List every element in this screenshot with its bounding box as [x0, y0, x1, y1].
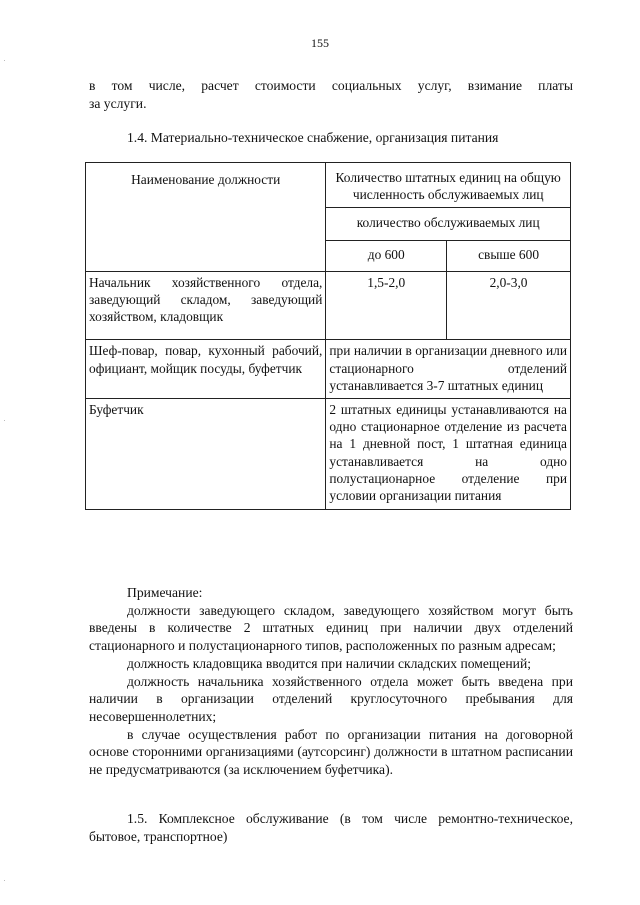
- section-1-4-heading: 1.4. Материально-техническое снабжение, организация питания: [127, 130, 499, 145]
- row-merged-cell: при наличии в организации дневного или стационарного отделений устанавливается 3-7 штатных единиц: [326, 340, 571, 399]
- section-1-5-heading: 1.5. Комплексное обслуживание (в том числе ремонтно-техническое, бытовое, транспортное): [89, 811, 573, 844]
- note-section: [89, 584, 573, 779]
- note-item: должность кладовщика вводится при наличии складских помещений;: [127, 655, 531, 671]
- scan-margin-mark: [4, 880, 5, 881]
- column-upto-600: до 600: [326, 240, 447, 271]
- note-item: должности заведующего складом, заведующего хозяйством могут быть введены в количестве 2 штатных единиц при наличии двух отделений стационарного и полустационарного типов, расположенных по разным адресам;: [89, 602, 573, 654]
- note-item: должность начальника хозяйственного отдела может быть введена при наличии в организации отделений круглосуточного пребывания для несовершеннолетних;: [89, 673, 573, 724]
- intro-line-2: за услуги.: [89, 96, 147, 111]
- row-position-cell: Буфетчик: [86, 399, 326, 510]
- scan-margin-mark: [4, 60, 5, 61]
- row-upto-cell: 1,5-2,0: [326, 271, 447, 340]
- note-item: в случае осуществления работ по организации питания на договорной основе сторонними организациями (аутсорсинг) должности в штатном расписании не предусматриваются (за исключением буфетчика).: [89, 726, 573, 778]
- row-position-cell: Шеф-повар, повар, кухонный рабочий, официант, мойщик посуды, буфетчик: [86, 340, 326, 399]
- section-1-5: [89, 810, 573, 845]
- table-row: [86, 271, 571, 340]
- table-row: [86, 340, 571, 399]
- header-position-cell: Наименование должности: [86, 163, 326, 272]
- staff-norms-table: [85, 162, 571, 510]
- row-over-cell: 2,0-3,0: [447, 271, 571, 340]
- subheader-clients-cell: количество обслуживаемых лиц: [326, 208, 571, 240]
- table-header-row: [86, 163, 571, 208]
- note-title: Примечание:: [127, 585, 203, 600]
- row-position-cell: Начальник хозяйственного отдела, заведующий складом, заведующий хозяйством, кладовщик: [86, 271, 326, 340]
- header-count-cell: Количество штатных единиц на общую численность обслуживаемых лиц: [326, 163, 571, 208]
- row-merged-cell: 2 штатных единицы устанавливаются на одно стационарное отделение из расчета на 1 дневной пост, 1 штатная единица устанавливается на одно полустационарное отделение при условии организации питания: [326, 399, 571, 510]
- column-over-600: свыше 600: [447, 240, 571, 271]
- scan-margin-mark: [4, 420, 5, 421]
- intro-line-1: в том числе, расчет стоимости социальных услуг, взимание платы: [89, 78, 573, 93]
- table-row: [86, 399, 571, 510]
- page-number: 155: [311, 36, 329, 50]
